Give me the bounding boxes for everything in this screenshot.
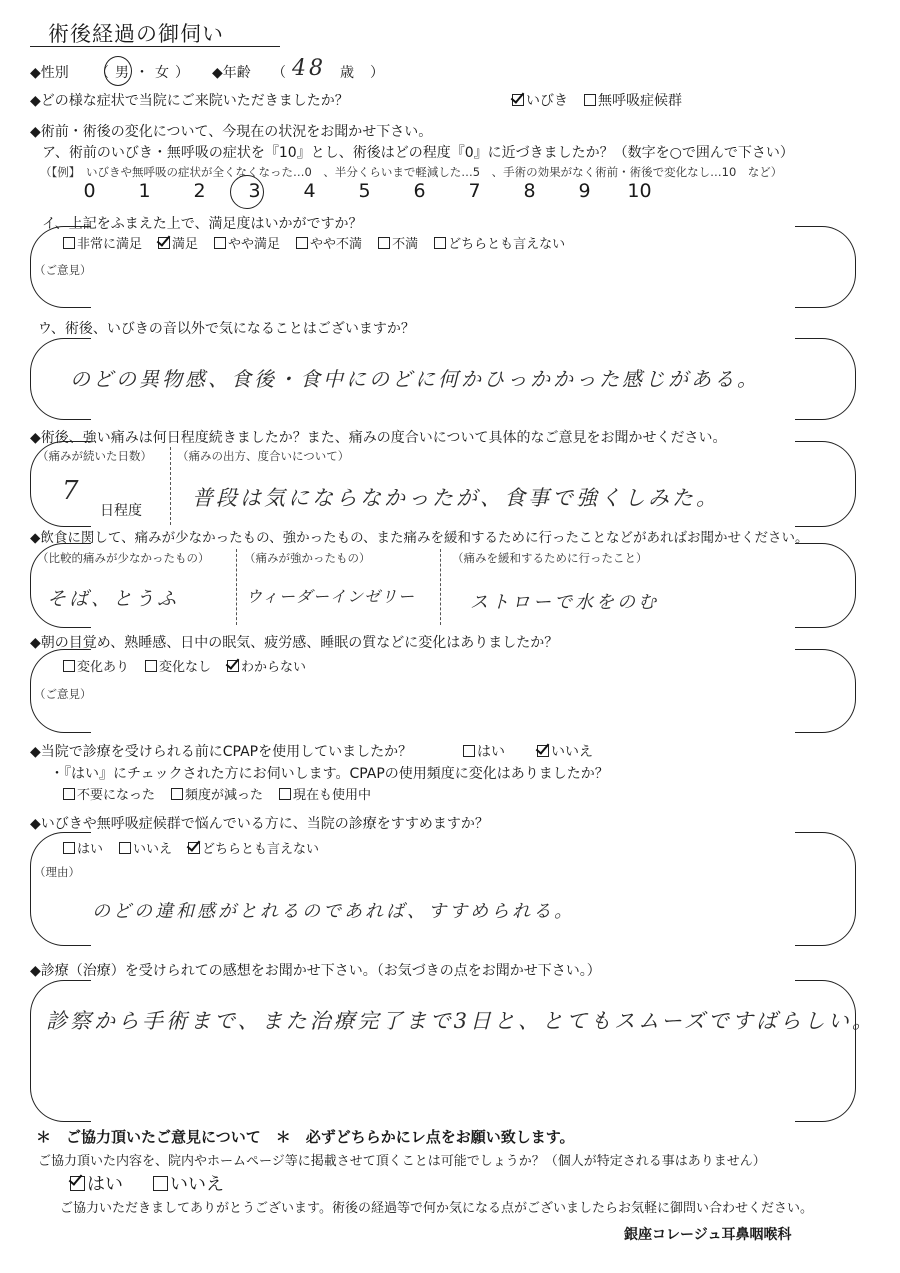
footer-notice: ＊ ご協力頂いたご意見について ＊ 必ずどちらかにレ点をお願い致します。 (36, 1128, 575, 1146)
scale-3[interactable]: 3 (248, 180, 261, 202)
scale-1[interactable]: 1 (138, 180, 151, 202)
option-frequency-reduced[interactable]: 頻度が減った (171, 784, 263, 803)
q7-question: ◆いびきや無呼吸症候群で悩んでいる方に、当院の診療をすすめますか？ (30, 816, 489, 832)
q3-question: ◆術後、強い痛みは何日程度続きましたか？また、痛みの度合いについて具体的なご意見をお聞かせください。 (30, 430, 727, 446)
bracket-right (795, 980, 856, 1122)
q2-sub-a: ア、術前のいびき・無呼吸の症状を『10』とし、術後はどの程度『0』に近づきましたか？（数字を○で囲んで下さい） (42, 145, 794, 161)
option-neither[interactable]: どちらとも言えない (188, 838, 319, 857)
option-consent-no[interactable]: いいえ (153, 1170, 224, 1196)
option-no-longer-needed[interactable]: 不要になった (63, 784, 155, 803)
q5-options (63, 656, 322, 675)
consent-question: ご協力頂いた内容を、院内やホームページ等に掲載させて頂くことは可能でしょうか？（個人が特定される事はありません） (38, 1154, 766, 1169)
q4-col3-label: （痛みを緩和するために行ったこと） (452, 551, 648, 565)
scale-0[interactable]: 0 (83, 180, 96, 202)
age-value[interactable]: 48 (292, 56, 326, 81)
checkbox[interactable] (119, 842, 131, 854)
checkbox-checked[interactable] (512, 94, 524, 106)
bracket-right (795, 543, 856, 628)
q6-options (463, 741, 609, 761)
q3-detail-label: （痛みの出方、度合いについて） (177, 449, 350, 463)
checkbox[interactable] (463, 745, 475, 757)
q6-followup-options (63, 784, 387, 803)
q2-example: （【例】 いびきや無呼吸の症状が全くなくなった…0 、半分くらいまで軽減した…5 、手術の効果がなく術前・術後で変化なし…10 など） (40, 165, 783, 179)
q3-days-label: （痛みが続いた日数） (37, 449, 152, 463)
option-somewhat-satisfied[interactable]: やや満足 (214, 233, 280, 252)
q1-question: ◆どの様な症状で当院にご来院いただきましたか？ (30, 93, 349, 109)
q6-followup: ・『はい』にチェックされた方にお伺いします。CPAPの使用頻度に変化はありましたか？ (50, 766, 609, 782)
checkbox[interactable] (63, 660, 75, 672)
age-suffix: 歳 (340, 65, 354, 81)
scale-4[interactable]: 4 (303, 180, 316, 202)
option-no[interactable]: いいえ (119, 838, 172, 857)
option-yes[interactable]: はい (463, 741, 505, 761)
q2-heading: ◆術前・術後の変化について、今現在の状況をお聞かせ下さい。 (30, 124, 433, 140)
bracket-right (795, 441, 856, 527)
title-underline (30, 46, 280, 47)
q2-sub-i: イ、上記をふまえた上で、満足度はいかがですか？ (42, 216, 363, 232)
q5-opinion-label: （ご意見） (34, 687, 92, 701)
option-very-satisfied[interactable]: 非常に満足 (63, 233, 142, 252)
option-satisfied[interactable]: 満足 (158, 233, 198, 252)
bracket-left (30, 980, 91, 1122)
gender-label: ◆性別 (30, 65, 69, 81)
q4-col1-label: （比較的痛みが少なかったもの） (37, 551, 210, 565)
checkbox-checked[interactable] (227, 660, 239, 672)
q7-reason-answer[interactable]: のどの違和感がとれるのであれば、すすめられる。 (92, 901, 576, 922)
divider (236, 549, 237, 625)
q8-question: ◆診療（治療）を受けられての感想をお聞かせ下さい。（お気づきの点をお聞かせ下さい。） (30, 963, 601, 979)
q4-col3-answer[interactable]: ストローで水をのむ (470, 592, 659, 613)
option-neither[interactable]: どちらとも言えない (434, 233, 565, 252)
bracket-right (795, 649, 856, 733)
checkbox[interactable] (434, 237, 446, 249)
option-consent-yes[interactable]: はい (70, 1170, 123, 1196)
checkbox-checked[interactable] (70, 1176, 85, 1191)
divider (170, 447, 171, 525)
checkbox-checked[interactable] (537, 745, 549, 757)
q7-options (63, 838, 335, 857)
checkbox[interactable] (214, 237, 226, 249)
footer-thanks: ご協力いただきましてありがとうございます。術後の経過等で何か気になる点がございましたらお気軽に御問い合わせください。 (60, 1201, 813, 1216)
option-somewhat-dissatisfied[interactable]: やや不満 (296, 233, 362, 252)
age-label: ◆年齢 (212, 65, 251, 81)
scale-10[interactable]: 10 (627, 180, 652, 202)
q4-col1-answer[interactable]: そば、とうふ (47, 588, 180, 610)
divider (440, 549, 441, 625)
q2-scale (62, 180, 667, 202)
q2-sub-u-answer[interactable]: のどの異物感、食後・食中にのどに何かひっかかった感じがある。 (70, 367, 760, 391)
option-apnea[interactable]: 無呼吸症候群 (584, 90, 682, 110)
scale-5[interactable]: 5 (358, 180, 371, 202)
option-unknown[interactable]: わからない (227, 656, 306, 675)
option-still-using[interactable]: 現在も使用中 (279, 784, 371, 803)
q6-question: ◆当院で診療を受けられる前にCPAPを使用していましたか？ (30, 744, 413, 760)
bracket-right (795, 226, 856, 308)
checkbox[interactable] (279, 788, 291, 800)
gender-options: （男・女） (95, 65, 195, 81)
consent-options (70, 1170, 240, 1196)
checkbox[interactable] (296, 237, 308, 249)
scale-7[interactable]: 7 (468, 180, 481, 202)
q8-answer[interactable]: 診察から手術まで、また治療完了まで3日と、とてもスムーズですばらしい。 (46, 1009, 876, 1033)
clinic-name: 銀座コレージュ耳鼻咽喉科 (624, 1227, 792, 1243)
q1-options (512, 90, 698, 110)
checkbox-checked[interactable] (158, 237, 170, 249)
scale-8[interactable]: 8 (523, 180, 536, 202)
q4-col2-label: （痛みが強かったもの） (244, 551, 371, 565)
scale-2[interactable]: 2 (193, 180, 206, 202)
q2-opinion-label: （ご意見） (34, 263, 92, 277)
checkbox[interactable] (171, 788, 183, 800)
q5-question: ◆朝の目覚め、熟睡感、日中の眠気、疲労感、睡眠の質などに変化はありましたか？ (30, 635, 559, 651)
scale-selected-circle (230, 175, 264, 209)
option-snoring[interactable]: いびき (512, 90, 568, 110)
q4-col2-answer[interactable]: ウィーダーインゼリー (246, 587, 416, 606)
q3-detail-answer[interactable]: 普段は気にならなかったが、食事で強くしみた。 (192, 486, 720, 510)
checkbox[interactable] (584, 94, 596, 106)
option-yes[interactable]: はい (63, 838, 103, 857)
gender-selected-circle[interactable] (104, 56, 132, 86)
option-no-change[interactable]: 変化なし (145, 656, 211, 675)
option-no[interactable]: いいえ (537, 741, 593, 761)
option-changed[interactable]: 変化あり (63, 656, 129, 675)
satisfaction-options (63, 233, 581, 252)
option-dissatisfied[interactable]: 不満 (378, 233, 418, 252)
bracket-right (795, 832, 856, 946)
page-title: 術後経過の御伺い (48, 22, 224, 46)
checkbox[interactable] (63, 237, 75, 249)
checkbox[interactable] (63, 788, 75, 800)
checkbox[interactable] (378, 237, 390, 249)
checkbox-checked[interactable] (188, 842, 200, 854)
q2-sub-u: ウ、術後、いびきの音以外で気になることはございますか？ (38, 321, 415, 337)
checkbox[interactable] (63, 842, 75, 854)
checkbox[interactable] (153, 1176, 168, 1191)
q7-reason-label: （理由） (34, 865, 80, 879)
scale-9[interactable]: 9 (578, 180, 591, 202)
q3-days-suffix: 日程度 (100, 503, 142, 519)
q4-question: ◆飲食に関して、痛みが少なかったもの、強かったもの、また痛みを緩和するために行ったことなどがあればお聞かせください。 (30, 530, 809, 546)
scale-6[interactable]: 6 (413, 180, 426, 202)
bracket-right (795, 338, 856, 420)
q3-days-value[interactable]: 7 (62, 476, 82, 506)
checkbox[interactable] (145, 660, 157, 672)
